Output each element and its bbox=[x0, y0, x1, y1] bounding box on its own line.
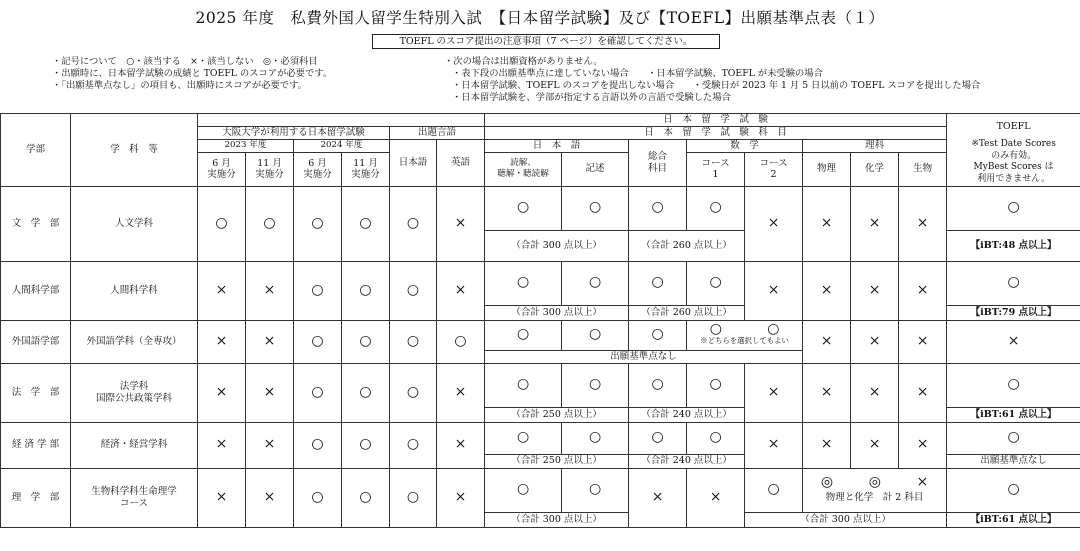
cell: × bbox=[629, 468, 687, 527]
toefl-mark: ○ bbox=[947, 186, 1080, 230]
japanese-sum: （合計 300 点以上） bbox=[485, 512, 629, 527]
cell: ○ bbox=[390, 261, 437, 320]
cell: ○ bbox=[485, 261, 562, 305]
cell: × bbox=[246, 468, 294, 527]
toefl-mark: ○ bbox=[947, 363, 1080, 407]
header-writing: 記述 bbox=[562, 152, 629, 186]
header-ja: 日本語 bbox=[390, 139, 437, 186]
science-note: 物理と化学 計 2 科目 bbox=[825, 492, 924, 503]
note-line: ・日本留学試験を、学部が指定する言語以外の言語で受験した場合 bbox=[452, 92, 731, 103]
row-dept: 外国語学科（全専攻） bbox=[71, 320, 198, 363]
toefl-score: 【iBT:61 点以上】 bbox=[947, 512, 1080, 527]
cell: ○ bbox=[342, 468, 390, 527]
cell: ○ bbox=[687, 261, 745, 305]
science-sum: （合計 300 点以上） bbox=[745, 512, 947, 527]
cell: ○ bbox=[294, 320, 342, 363]
cell: ○ bbox=[562, 261, 629, 305]
cell: × bbox=[745, 422, 803, 468]
toefl-note-box: TOEFL のスコア提出の注意事項（7 ページ）を確認してください。 bbox=[372, 34, 720, 49]
cell: ○ bbox=[342, 320, 390, 363]
no-minimum: 出願基準点なし bbox=[485, 350, 803, 363]
cell: × bbox=[246, 363, 294, 422]
header-math: 数 学 bbox=[687, 139, 803, 152]
row-dept: 法学科 国際公共政策学科 bbox=[71, 363, 198, 422]
cell: × bbox=[803, 422, 851, 468]
cell: ○ bbox=[485, 422, 562, 454]
cell: ○ bbox=[485, 320, 562, 350]
cell: × bbox=[851, 186, 899, 261]
header-eju-subjects: 日 本 留 学 試 験 科 目 bbox=[485, 126, 947, 139]
toefl-mark: ○ bbox=[947, 422, 1080, 454]
note-line: ・次の場合は出願資格がありません。 bbox=[444, 56, 603, 67]
header-jun-2023: 6 月 実施分 bbox=[198, 152, 246, 186]
cell: ○ bbox=[562, 363, 629, 407]
cell: × bbox=[246, 320, 294, 363]
cell: × bbox=[899, 320, 947, 363]
row-faculty: 経 済 学 部 bbox=[1, 422, 71, 468]
cell: ○ bbox=[294, 363, 342, 422]
cell: ○ bbox=[687, 422, 745, 454]
header-department: 学 科 等 bbox=[71, 114, 198, 187]
header-nov-2024: 11 月 実施分 bbox=[342, 152, 390, 186]
row-faculty: 文 学 部 bbox=[1, 186, 71, 261]
cell: × bbox=[437, 186, 485, 261]
header-reading: 読解、 聴解・聴読解 bbox=[485, 152, 562, 186]
cell: × bbox=[437, 261, 485, 320]
row-faculty: 人間科学部 bbox=[1, 261, 71, 320]
header-nov-2023: 11 月 実施分 bbox=[246, 152, 294, 186]
cell: × bbox=[745, 186, 803, 261]
note-line: ・出願時に、日本留学試験の成績と TOEFL のスコアが必要です。 bbox=[52, 68, 333, 79]
row-dept: 生物科学科生命理学 コース bbox=[71, 468, 198, 527]
cell: ○ bbox=[562, 422, 629, 454]
header-year-2024: 2024 年度 bbox=[294, 139, 390, 152]
japanese-sum: （合計 300 点以上） bbox=[485, 305, 629, 320]
cell: × bbox=[198, 422, 246, 468]
cell: × bbox=[803, 363, 851, 422]
note-line: ・「出願基準点なし」の項目も、出願時にスコアが必要です。 bbox=[52, 80, 307, 91]
cell: × bbox=[803, 261, 851, 320]
japanese-sum: （合計 250 点以上） bbox=[485, 454, 629, 468]
cell: × bbox=[687, 468, 745, 527]
cell: × bbox=[198, 468, 246, 527]
notes-left bbox=[52, 56, 332, 92]
cell: ○ bbox=[390, 422, 437, 468]
header-lang: 出題言語 bbox=[390, 126, 485, 139]
toefl-mark: × bbox=[947, 320, 1080, 363]
cell: ○ bbox=[629, 320, 687, 350]
header-japanese: 日 本 語 bbox=[485, 139, 629, 152]
math-either bbox=[687, 320, 803, 350]
cell: × bbox=[851, 320, 899, 363]
cell: ○ bbox=[342, 186, 390, 261]
cell: × bbox=[198, 261, 246, 320]
toefl-score: 【iBT:79 点以上】 bbox=[947, 305, 1080, 320]
header-general: 総合 科目 bbox=[629, 139, 687, 186]
cell: × bbox=[198, 320, 246, 363]
cell: × bbox=[198, 363, 246, 422]
cell: ○ bbox=[294, 468, 342, 527]
note-line: ・表下段の出願基準点に達していない場合 ・日本留学試験、TOEFL が未受験の場合 bbox=[452, 68, 823, 79]
header-physics: 物理 bbox=[803, 152, 851, 186]
toefl-mark: ○ bbox=[947, 468, 1080, 512]
science-block bbox=[803, 468, 947, 512]
cell: × bbox=[899, 186, 947, 261]
note-line: ・記号について ○・該当する ×・該当しない ◎・必須科目 bbox=[52, 56, 318, 67]
cell: ○ bbox=[485, 186, 562, 230]
cell: ○ bbox=[485, 363, 562, 407]
cell: ◎ bbox=[820, 473, 834, 490]
cell: ◎ bbox=[868, 473, 881, 490]
cell: × bbox=[803, 320, 851, 363]
header-science: 理科 bbox=[803, 139, 947, 152]
header-bio: 生物 bbox=[899, 152, 947, 186]
cell: ○ bbox=[562, 186, 629, 230]
header-jun-2024: 6 月 実施分 bbox=[294, 152, 342, 186]
criteria-table bbox=[0, 113, 1080, 528]
cell: ○ bbox=[342, 363, 390, 422]
cell: ○ bbox=[390, 468, 437, 527]
cell: × bbox=[246, 422, 294, 468]
toefl-score: 【iBT:48 点以上】 bbox=[947, 230, 1080, 261]
general-math-sum: （合計 240 点以上） bbox=[629, 407, 745, 422]
header-faculty: 学部 bbox=[1, 114, 71, 187]
cell: ○ bbox=[629, 261, 687, 305]
toefl-score: 【iBT:61 点以上】 bbox=[947, 407, 1080, 422]
cell: ○ bbox=[342, 261, 390, 320]
cell: ○ bbox=[629, 363, 687, 407]
cell: × bbox=[851, 363, 899, 422]
cell: ○ bbox=[294, 261, 342, 320]
header-course1: コース 1 bbox=[687, 152, 745, 186]
either-note: ※どちらを選択してもよい bbox=[700, 336, 789, 345]
row-dept: 経済・経営学科 bbox=[71, 422, 198, 468]
cell: ○ bbox=[390, 186, 437, 261]
cell: ○ bbox=[745, 468, 803, 512]
header-chem: 化学 bbox=[851, 152, 899, 186]
cell: ○ bbox=[629, 422, 687, 454]
cell: ○ bbox=[562, 320, 629, 350]
header-en: 英語 bbox=[437, 139, 485, 186]
cell: × bbox=[745, 363, 803, 422]
notes-right bbox=[444, 56, 980, 104]
cell: ○ bbox=[709, 321, 722, 337]
row-faculty: 外国語学部 bbox=[1, 320, 71, 363]
cell: ○ bbox=[485, 468, 562, 512]
japanese-sum: （合計 250 点以上） bbox=[485, 407, 629, 422]
cell: × bbox=[916, 473, 929, 490]
cell: ○ bbox=[687, 186, 745, 230]
cell: × bbox=[851, 261, 899, 320]
cell: × bbox=[899, 363, 947, 422]
header-eju: 日 本 留 学 試 験 bbox=[485, 114, 947, 127]
cell: ○ bbox=[390, 320, 437, 363]
row-dept: 人間科学科 bbox=[71, 261, 198, 320]
cell: ○ bbox=[390, 363, 437, 422]
japanese-sum: （合計 300 点以上） bbox=[485, 230, 629, 261]
cell: ○ bbox=[562, 468, 629, 512]
cell: × bbox=[437, 363, 485, 422]
note-line: ・日本留学試験、TOEFL のスコアを提出しない場合 ・受験日が 2023 年 1 月 5 日以前の TOEFL スコアを提出した場合 bbox=[452, 80, 981, 91]
cell: × bbox=[246, 261, 294, 320]
page-title: 2025 年度 私費外国人留学生特別入試 【日本留学試験】及び【TOEFL】出願基準点表（１） bbox=[195, 9, 885, 27]
header-blank bbox=[198, 114, 485, 127]
toefl-mark: ○ bbox=[947, 261, 1080, 305]
row-faculty: 法 学 部 bbox=[1, 363, 71, 422]
cell: ○ bbox=[294, 422, 342, 468]
cell: × bbox=[851, 422, 899, 468]
cell: ○ bbox=[629, 186, 687, 230]
cell: ○ bbox=[342, 422, 390, 468]
row-dept: 人文学科 bbox=[71, 186, 198, 261]
general-math-sum: （合計 260 点以上） bbox=[629, 305, 745, 320]
cell: ○ bbox=[437, 320, 485, 363]
cell: × bbox=[437, 422, 485, 468]
cell: ○ bbox=[767, 321, 780, 337]
cell: × bbox=[899, 261, 947, 320]
header-year-2023: 2023 年度 bbox=[198, 139, 294, 152]
cell: ○ bbox=[198, 186, 246, 261]
cell: ○ bbox=[294, 186, 342, 261]
cell: × bbox=[899, 422, 947, 468]
cell: × bbox=[437, 468, 485, 527]
row-faculty: 理 学 部 bbox=[1, 468, 71, 527]
cell: × bbox=[745, 261, 803, 320]
header-toefl: TOEFL bbox=[947, 114, 1080, 140]
general-math-sum: （合計 260 点以上） bbox=[629, 230, 745, 261]
cell: ○ bbox=[246, 186, 294, 261]
header-toefl-note: ※Test Date Scores のみ有効。 MyBest Scores は 利用できません。 bbox=[947, 139, 1080, 186]
header-eju-osaka: 大阪大学が利用する日本留学試験 bbox=[198, 126, 390, 139]
general-math-sum: （合計 240 点以上） bbox=[629, 454, 745, 468]
header-course2: コース 2 bbox=[745, 152, 803, 186]
toefl-score: 出願基準点なし bbox=[947, 454, 1080, 468]
cell: ○ bbox=[687, 363, 745, 407]
cell: × bbox=[803, 186, 851, 261]
